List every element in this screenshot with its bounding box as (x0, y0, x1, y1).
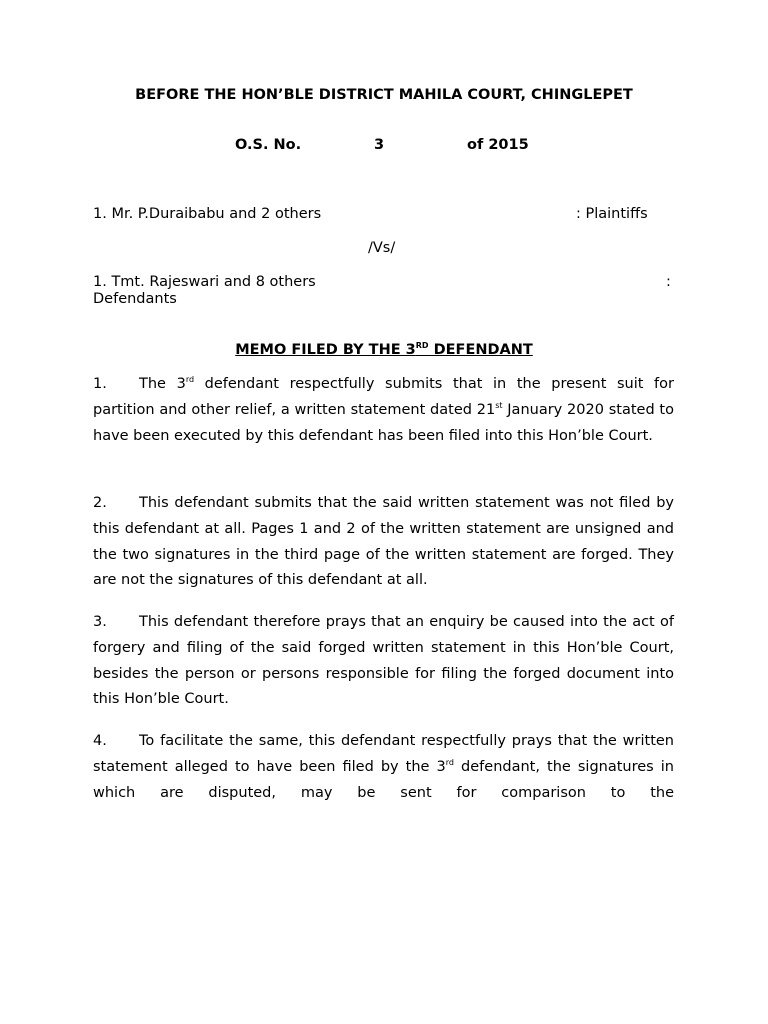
paragraph-number: 4. (93, 733, 107, 749)
os-number-value: 3 (374, 137, 385, 153)
defendant-role: Defendants (93, 291, 177, 307)
memo-title: MEMO FILED BY THE 3RD DEFENDANT (235, 341, 533, 358)
paragraph-1: 1. The 3rd defendant respectfully submits that in the present suit for partition and other relief, a written statement dated 21st January 2020 stated to have been executed by this defendant has been filed into this Hon’ble Court. (93, 372, 674, 449)
paragraph-2: 2. This defendant submits that the said written statement was not filed by this defendant at all. Pages 1 and 2 of the written statement are unsigned and the two signatures in the third page of the written statement are forged. They are not the signatures of this defendant at all. (93, 491, 674, 594)
os-year: of 2015 (467, 137, 529, 153)
os-number-label: O.S. No. (235, 137, 302, 153)
defendant-colon: : (666, 274, 671, 290)
paragraph-number: 2. (93, 495, 107, 511)
plaintiff-role: : Plaintiffs (576, 206, 648, 222)
paragraph-3: 3. This defendant therefore prays that an enquiry be caused into the act of forgery and filing of the said forged written statement in this Hon’ble Court, besides the person or persons responsible for filing the forged document into this Hon’ble Court. (93, 610, 674, 713)
court-title: BEFORE THE HON’BLE DISTRICT MAHILA COURT, CHINGLEPET (135, 87, 633, 103)
paragraph-number: 1. (93, 376, 107, 392)
plaintiff-name: 1. Mr. P.Duraibabu and 2 others (93, 206, 322, 222)
defendant-name: 1. Tmt. Rajeswari and 8 others (93, 274, 316, 290)
versus-label: /Vs/ (368, 240, 396, 256)
paragraph-number: 3. (93, 614, 107, 630)
paragraph-4: 4. To facilitate the same, this defendant respectfully prays that the written statement alleged to have been filed by the 3rd defendant, the signatures in which are disputed, may be sent for comparison to the (93, 729, 674, 807)
